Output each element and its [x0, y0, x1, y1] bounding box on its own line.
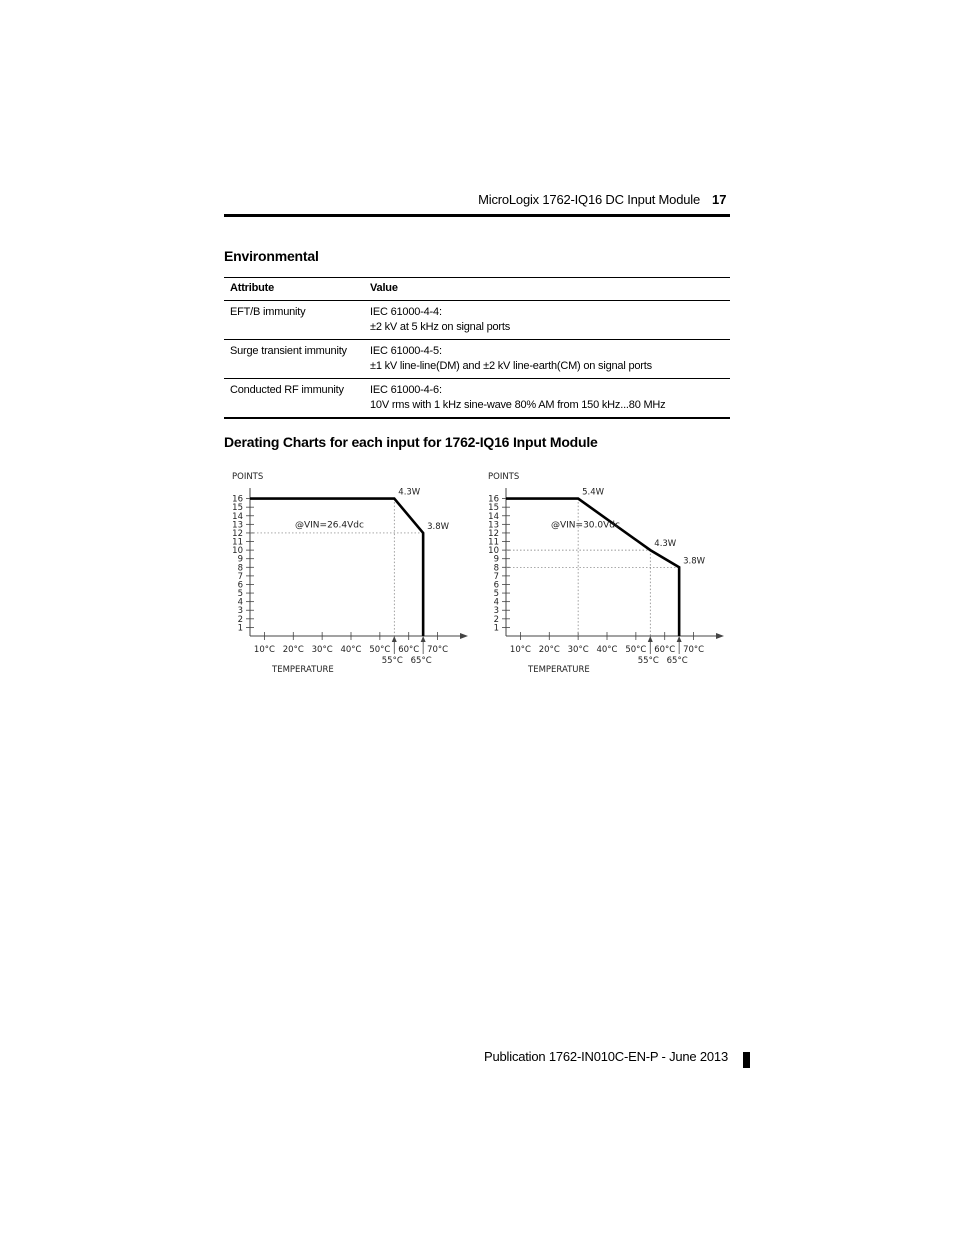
- y-tick-label: 5: [237, 589, 243, 600]
- y-tick-label: 2: [237, 614, 243, 625]
- x-marker-arrow-head: [392, 636, 397, 642]
- y-axis-title: POINTS: [232, 472, 264, 482]
- table-row: [224, 301, 730, 340]
- derating-chart-left: [224, 462, 474, 682]
- y-tick-label: 13: [488, 520, 499, 531]
- x-tick-label: 60°C: [398, 645, 420, 655]
- y-tick-label: 15: [488, 503, 499, 514]
- derating-chart-right-svg: [480, 462, 730, 682]
- value-line: ±2 kV at 5 kHz on signal ports: [370, 321, 511, 333]
- y-tick-label: 14: [488, 511, 499, 522]
- derating-curve: [250, 499, 423, 636]
- y-tick-label: 10: [232, 546, 243, 557]
- x-marker-label: 65°C: [666, 656, 688, 666]
- derating-heading: Derating Charts for each input for 1762-IQ16 Input Module: [224, 434, 598, 450]
- y-tick-label: 14: [232, 511, 243, 522]
- y-tick-label: 1: [237, 623, 243, 634]
- x-tick-label: 20°C: [282, 645, 304, 655]
- y-tick-label: 16: [488, 494, 499, 505]
- y-tick-label: 11: [488, 537, 499, 548]
- x-axis-arrow: [716, 633, 724, 639]
- x-marker-label: 65°C: [410, 656, 432, 666]
- attribute-cell: Conducted RF immunity: [224, 379, 364, 419]
- y-tick-label: 9: [493, 554, 499, 565]
- x-tick-label: 50°C: [369, 645, 391, 655]
- value-line: ±1 kV line-line(DM) and ±2 kV line-earth(CM) on signal ports: [370, 360, 652, 372]
- x-tick-label: 70°C: [683, 645, 705, 655]
- value-cell: [364, 340, 730, 379]
- x-marker-label: 55°C: [637, 656, 659, 666]
- x-tick-label: 70°C: [427, 645, 449, 655]
- y-tick-label: 15: [232, 503, 243, 514]
- y-tick-label: 2: [493, 614, 499, 625]
- y-tick-label: 4: [493, 597, 499, 608]
- y-tick-label: 8: [237, 563, 243, 574]
- environmental-table: [224, 277, 730, 419]
- x-tick-label: 50°C: [625, 645, 647, 655]
- x-tick-label: 10°C: [509, 645, 531, 655]
- y-tick-label: 9: [237, 554, 243, 565]
- x-tick-label: 20°C: [538, 645, 560, 655]
- table-header-row: [224, 278, 730, 301]
- y-tick-label: 10: [488, 546, 499, 557]
- y-tick-label: 7: [493, 571, 499, 582]
- x-axis-title: TEMPERATURE: [272, 665, 334, 675]
- x-tick-label: 10°C: [253, 645, 275, 655]
- x-tick-label: 40°C: [596, 645, 618, 655]
- power-label: 5.4W: [582, 487, 605, 498]
- footer-marker: [743, 1052, 750, 1068]
- voltage-annotation: @VIN=26.4Vdc: [295, 520, 364, 531]
- attribute-cell: EFT/B immunity: [224, 301, 364, 340]
- page-number: 17: [712, 192, 727, 207]
- y-tick-label: 13: [232, 520, 243, 531]
- derating-chart-left-svg: [224, 462, 474, 682]
- value-cell: [364, 379, 730, 419]
- power-label: 4.3W: [398, 487, 421, 498]
- x-marker-arrow-head: [421, 636, 426, 642]
- x-marker-arrow-head: [648, 636, 653, 642]
- y-tick-label: 3: [237, 606, 243, 617]
- column-header-attribute: Attribute: [224, 278, 364, 301]
- power-label: 3.8W: [427, 521, 450, 532]
- voltage-annotation: @VIN=30.0Vdc: [551, 520, 620, 531]
- power-label: 3.8W: [683, 556, 706, 567]
- x-tick-label: 60°C: [654, 645, 676, 655]
- header-rule: [224, 214, 730, 217]
- value-line: IEC 61000-4-4:: [370, 306, 442, 318]
- y-tick-label: 1: [493, 623, 499, 634]
- x-marker-arrow-head: [677, 636, 682, 642]
- value-line: IEC 61000-4-5:: [370, 345, 442, 357]
- running-header-title: MicroLogix 1762-IQ16 DC Input Module: [478, 192, 700, 207]
- y-tick-label: 12: [232, 528, 243, 539]
- publication-footer: Publication 1762-IN010C-EN-P - June 2013: [484, 1049, 728, 1064]
- x-marker-label: 55°C: [381, 656, 403, 666]
- environmental-heading: Environmental: [224, 248, 319, 264]
- table-row: [224, 379, 730, 419]
- value-line: IEC 61000-4-6:: [370, 384, 442, 396]
- y-tick-label: 7: [237, 571, 243, 582]
- table-row: [224, 340, 730, 379]
- derating-chart-right: [480, 462, 730, 682]
- attribute-cell: Surge transient immunity: [224, 340, 364, 379]
- x-tick-label: 30°C: [567, 645, 589, 655]
- y-tick-label: 4: [237, 597, 243, 608]
- x-tick-label: 40°C: [340, 645, 362, 655]
- y-tick-label: 16: [232, 494, 243, 505]
- column-header-value: Value: [364, 278, 730, 301]
- value-line: 10V rms with 1 kHz sine-wave 80% AM from 150 kHz...80 MHz: [370, 399, 666, 411]
- power-label: 4.3W: [654, 539, 677, 550]
- y-tick-label: 8: [493, 563, 499, 574]
- x-axis-arrow: [460, 633, 468, 639]
- y-tick-label: 11: [232, 537, 243, 548]
- y-tick-label: 5: [493, 589, 499, 600]
- y-tick-label: 12: [488, 528, 499, 539]
- value-cell: [364, 301, 730, 340]
- y-tick-label: 6: [237, 580, 243, 591]
- y-tick-label: 6: [493, 580, 499, 591]
- y-tick-label: 3: [493, 606, 499, 617]
- x-axis-title: TEMPERATURE: [528, 665, 590, 675]
- x-tick-label: 30°C: [311, 645, 333, 655]
- y-axis-title: POINTS: [488, 472, 520, 482]
